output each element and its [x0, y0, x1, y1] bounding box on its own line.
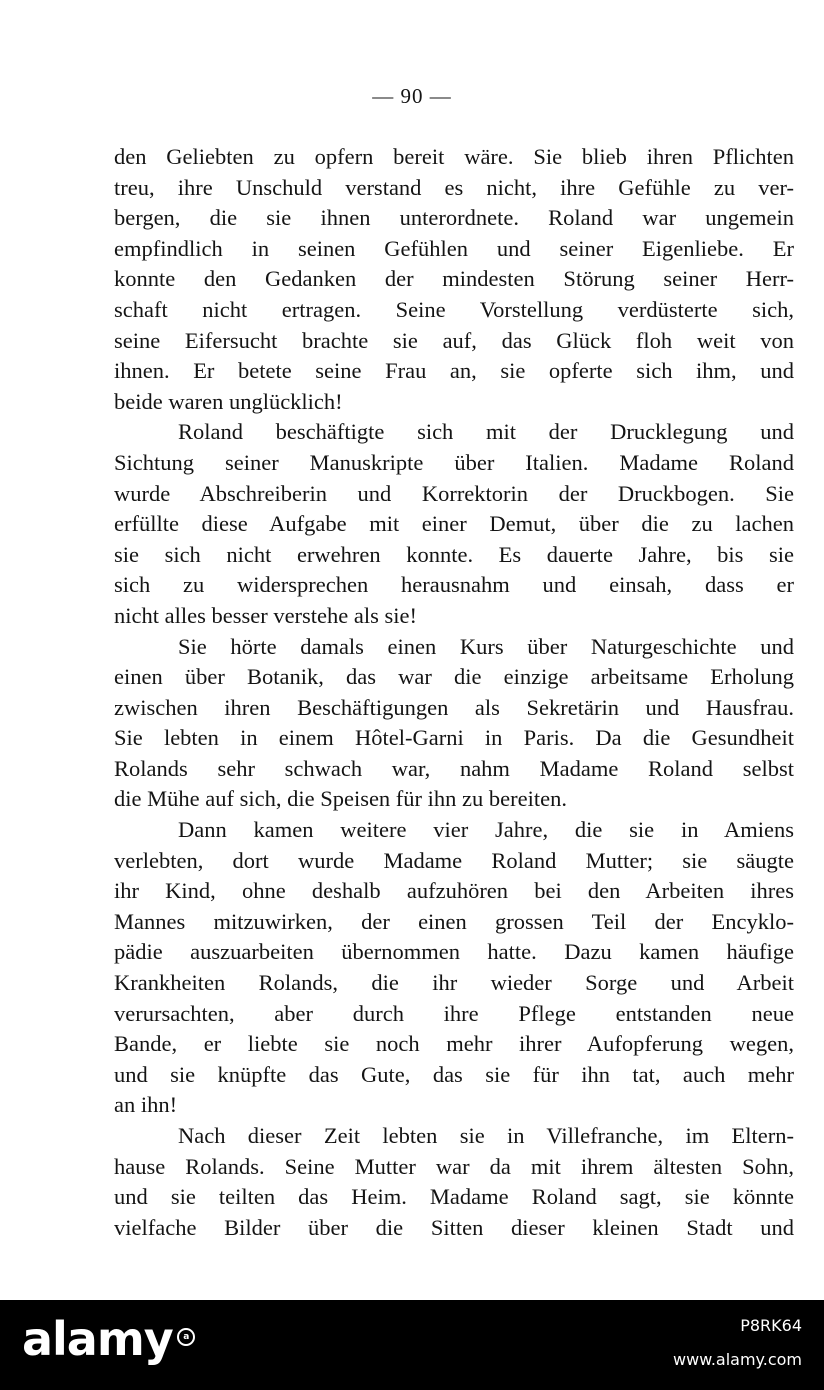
text-line: Dann kamen weitere vier Jahre, die sie in Amiens [178, 817, 794, 843]
text-line: wurde Abschreiberin und Korrektorin der Druckbogen. Sie [114, 480, 794, 506]
text-line: Bande, er liebte sie noch mehr ihrer Aufopferung wegen, [114, 1031, 794, 1057]
text-line: verlebten, dort wurde Madame Roland Mutter; sie säugte [114, 847, 794, 873]
text-line: nicht alles besser verstehe als sie! [114, 602, 418, 628]
text-line: seine Eifersucht brachte sie auf, das Glück floh weit von [114, 327, 794, 353]
text-line: hause Rolands. Seine Mutter war da mit ihrem ältesten Sohn, [114, 1153, 794, 1179]
text-line: und sie knüpfte das Gute, das sie für ihn tat, auch mehr [114, 1061, 794, 1087]
text-line: sich zu widersprechen herausnahm und einsah, dass er [114, 572, 794, 598]
alamy-logo [22, 1312, 195, 1366]
text-line: vielfache Bilder über die Sitten dieser kleinen Stadt und [114, 1214, 794, 1240]
page-number: — 90 — [372, 84, 452, 108]
logo-text: alamy [22, 1312, 173, 1366]
logo-mark-icon: a [177, 1328, 195, 1346]
text-line: treu, ihre Unschuld verstand es nicht, ihre Gefühle zu ver- [114, 174, 794, 200]
text-line: Sie lebten in einem Hôtel-Garni in Paris. Da die Gesundheit [114, 725, 794, 751]
text-line: konnte den Gedanken der mindesten Störung seiner Herr- [114, 266, 794, 292]
text-line: sie sich nicht erwehren konnte. Es dauerte Jahre, bis sie [114, 541, 794, 567]
text-line: und sie teilten das Heim. Madame Roland sagt, sie könnte [114, 1184, 794, 1210]
text-line: verursachten, aber durch ihre Pflege entstanden neue [114, 1000, 794, 1026]
text-line: zwischen ihren Beschäftigungen als Sekretärin und Hausfrau. [114, 694, 794, 720]
text-line: pädie auszuarbeiten übernommen hatte. Dazu kamen häufige [114, 939, 794, 965]
text-line: Roland beschäftigte sich mit der Drucklegung und [178, 419, 794, 445]
text-line: beide waren unglücklich! [114, 388, 343, 414]
text-line: Rolands sehr schwach war, nahm Madame Roland selbst [114, 755, 794, 781]
text-line: Mannes mitzuwirken, der einen grossen Teil der Encyklo- [114, 908, 794, 934]
text-line: den Geliebten zu opfern bereit wäre. Sie blieb ihren Pflichten [114, 144, 794, 169]
body-text [114, 142, 794, 1243]
text-line: Sie hörte damals einen Kurs über Naturgeschichte und [178, 633, 794, 659]
text-line: schaft nicht ertragen. Seine Vorstellung verdüsterte sich, [114, 296, 794, 322]
text-line: ihr Kind, ohne deshalb aufzuhören bei den Arbeiten ihres [114, 878, 794, 904]
text-line: Sichtung seiner Manuskripte über Italien. Madame Roland [114, 449, 794, 475]
text-line: an ihn! [114, 1092, 178, 1118]
text-line: die Mühe auf sich, die Speisen für ihn zu bereiten. [114, 786, 567, 812]
text-line: bergen, die sie ihnen unterordnete. Roland war ungemein [114, 205, 794, 231]
text-line: Nach dieser Zeit lebten sie in Villefranche, im Eltern- [178, 1123, 794, 1148]
image-id: P8RK64 [740, 1316, 802, 1335]
site-url: www.alamy.com [673, 1350, 802, 1369]
text-line: erfüllte diese Aufgabe mit einer Demut, über die zu lachen [114, 511, 794, 537]
text-line: ihnen. Er betete seine Frau an, sie opferte sich ihm, und [114, 358, 794, 384]
text-line: Krankheiten Rolands, die ihr wieder Sorge und Arbeit [114, 970, 794, 996]
text-line: einen über Botanik, das war die einzige arbeitsame Erholung [114, 664, 794, 690]
text-line: empfindlich in seinen Gefühlen und seiner Eigenliebe. Er [114, 235, 794, 261]
